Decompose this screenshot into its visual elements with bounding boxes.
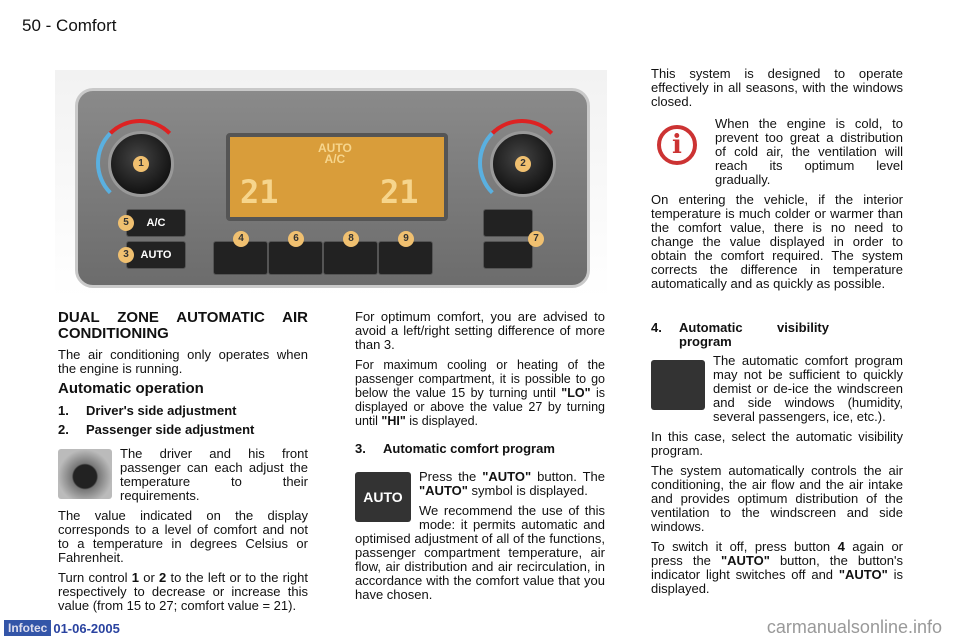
callout: 5 (118, 215, 134, 231)
paragraph: In this case, select the automatic visibility program. (651, 429, 903, 458)
item-text: Passenger side adjustment (86, 422, 255, 437)
paragraph: On entering the vehicle, if the interior temperature is much colder or warmer than the comfort value, there is no need to change the value displayed in order to obtain the comfort required. The system corrects the difference in temperature automatically and as quickly as possible. (651, 192, 903, 291)
item-text: Driver's side adjustment (86, 403, 237, 418)
lcd-temp-left: 21 (240, 173, 279, 211)
info-note: When the engine is cold, to prevent too great a distribution of cold air, the ventilation will reach its optimum level gradually. (715, 116, 903, 187)
lcd-auto: AUTO (318, 141, 352, 155)
paragraph: The value indicated on the display corresponds to a level of comfort and not to a temperature in degrees Celsius or Fahrenheit. (58, 508, 308, 565)
list-item (58, 423, 308, 437)
callout: 9 (398, 231, 414, 247)
panel-bezel (75, 88, 590, 288)
callout: 6 (288, 231, 304, 247)
callout: 2 (515, 156, 531, 172)
callout: 7 (528, 231, 544, 247)
middle-column (355, 310, 605, 608)
paragraph: To switch it off, press button 4 again or press the "AUTO" button, the button's indicator light switches off and "AUTO" is displayed. (651, 539, 903, 596)
section-heading: DUAL ZONE AUTOMATIC AIR CONDITIONING (58, 309, 308, 342)
list-item (58, 404, 308, 418)
item-number: 2. (58, 422, 69, 437)
fan-down-button (483, 241, 533, 269)
lcd-display (226, 133, 448, 221)
list-item (651, 321, 903, 349)
infotec-logo: Infotec (4, 620, 51, 636)
auto-button: AUTO (126, 241, 186, 269)
list-item (355, 442, 605, 456)
item-number: 1. (58, 403, 69, 418)
right-column (651, 67, 903, 602)
paragraph: We recommend the use of this mode: it permits automatic and optimised adjustment of all of the functions, passenger compartment temperature, air flow, air distribution and air recirculation, in accordance with the comfort value that you have chosen. (355, 503, 605, 602)
paragraph: Press the "AUTO" button. The "AUTO" symbol is displayed. (419, 469, 605, 498)
climate-panel-illustration (55, 70, 607, 298)
lcd-temp-right: 21 (380, 173, 419, 211)
item-text: Automatic visibility program (679, 320, 829, 349)
item-number: 3. (355, 441, 366, 456)
intro-text: The air conditioning only operates when the engine is running. (58, 347, 308, 376)
info-icon: i (657, 125, 697, 165)
paragraph: The driver and his front passenger can each adjust the temperature to their requirements. (120, 446, 308, 503)
callout: 8 (343, 231, 359, 247)
callout: 1 (133, 156, 149, 172)
callout: 4 (233, 231, 249, 247)
paragraph: For optimum comfort, you are advised to avoid a left/right setting difference of more than 3. (355, 309, 605, 352)
ac-button: A/C (126, 209, 186, 237)
footer (4, 620, 120, 636)
paragraph: This system is designed to operate effectively in all seasons, with the windows closed. (651, 66, 903, 109)
paragraph: The automatic comfort program may not be sufficient to quickly demist or de-ice the windscreen and side windows (humidity, several passengers, ice, etc.). (713, 353, 903, 424)
page-header (22, 16, 117, 36)
section-title: - Comfort (45, 16, 117, 35)
watermark: carmanualsonline.info (766, 617, 942, 637)
paragraph: Turn control 1 or 2 to the left or to the right respectively to decrease or increase this value (from 15 to 27; comfort value = 21). (58, 570, 308, 613)
page-number: 50 (22, 16, 41, 35)
left-column (58, 310, 308, 619)
paragraph: For maximum cooling or heating of the passenger compartment, it is possible to go below the value 15 by turning until "LO" is displayed or above the value 27 by turning until "HI" is displayed. (355, 358, 605, 428)
windscreen-demist-icon (651, 360, 705, 410)
callout: 3 (118, 247, 134, 263)
auto-button-icon: AUTO (355, 472, 411, 522)
temp-knob-icon (58, 449, 112, 499)
edition-date: 01-06-2005 (53, 620, 120, 636)
item-text: Automatic comfort program (383, 441, 555, 456)
paragraph: The system automatically controls the air conditioning, the air flow and the air intake and provides optimum distribution of the ventilation to the windscreen and side windows. (651, 463, 903, 534)
item-number: 4. (651, 320, 662, 335)
fan-up-button (483, 209, 533, 237)
lcd-ac: A/C (324, 152, 346, 166)
subheading: Automatic operation (58, 380, 204, 397)
